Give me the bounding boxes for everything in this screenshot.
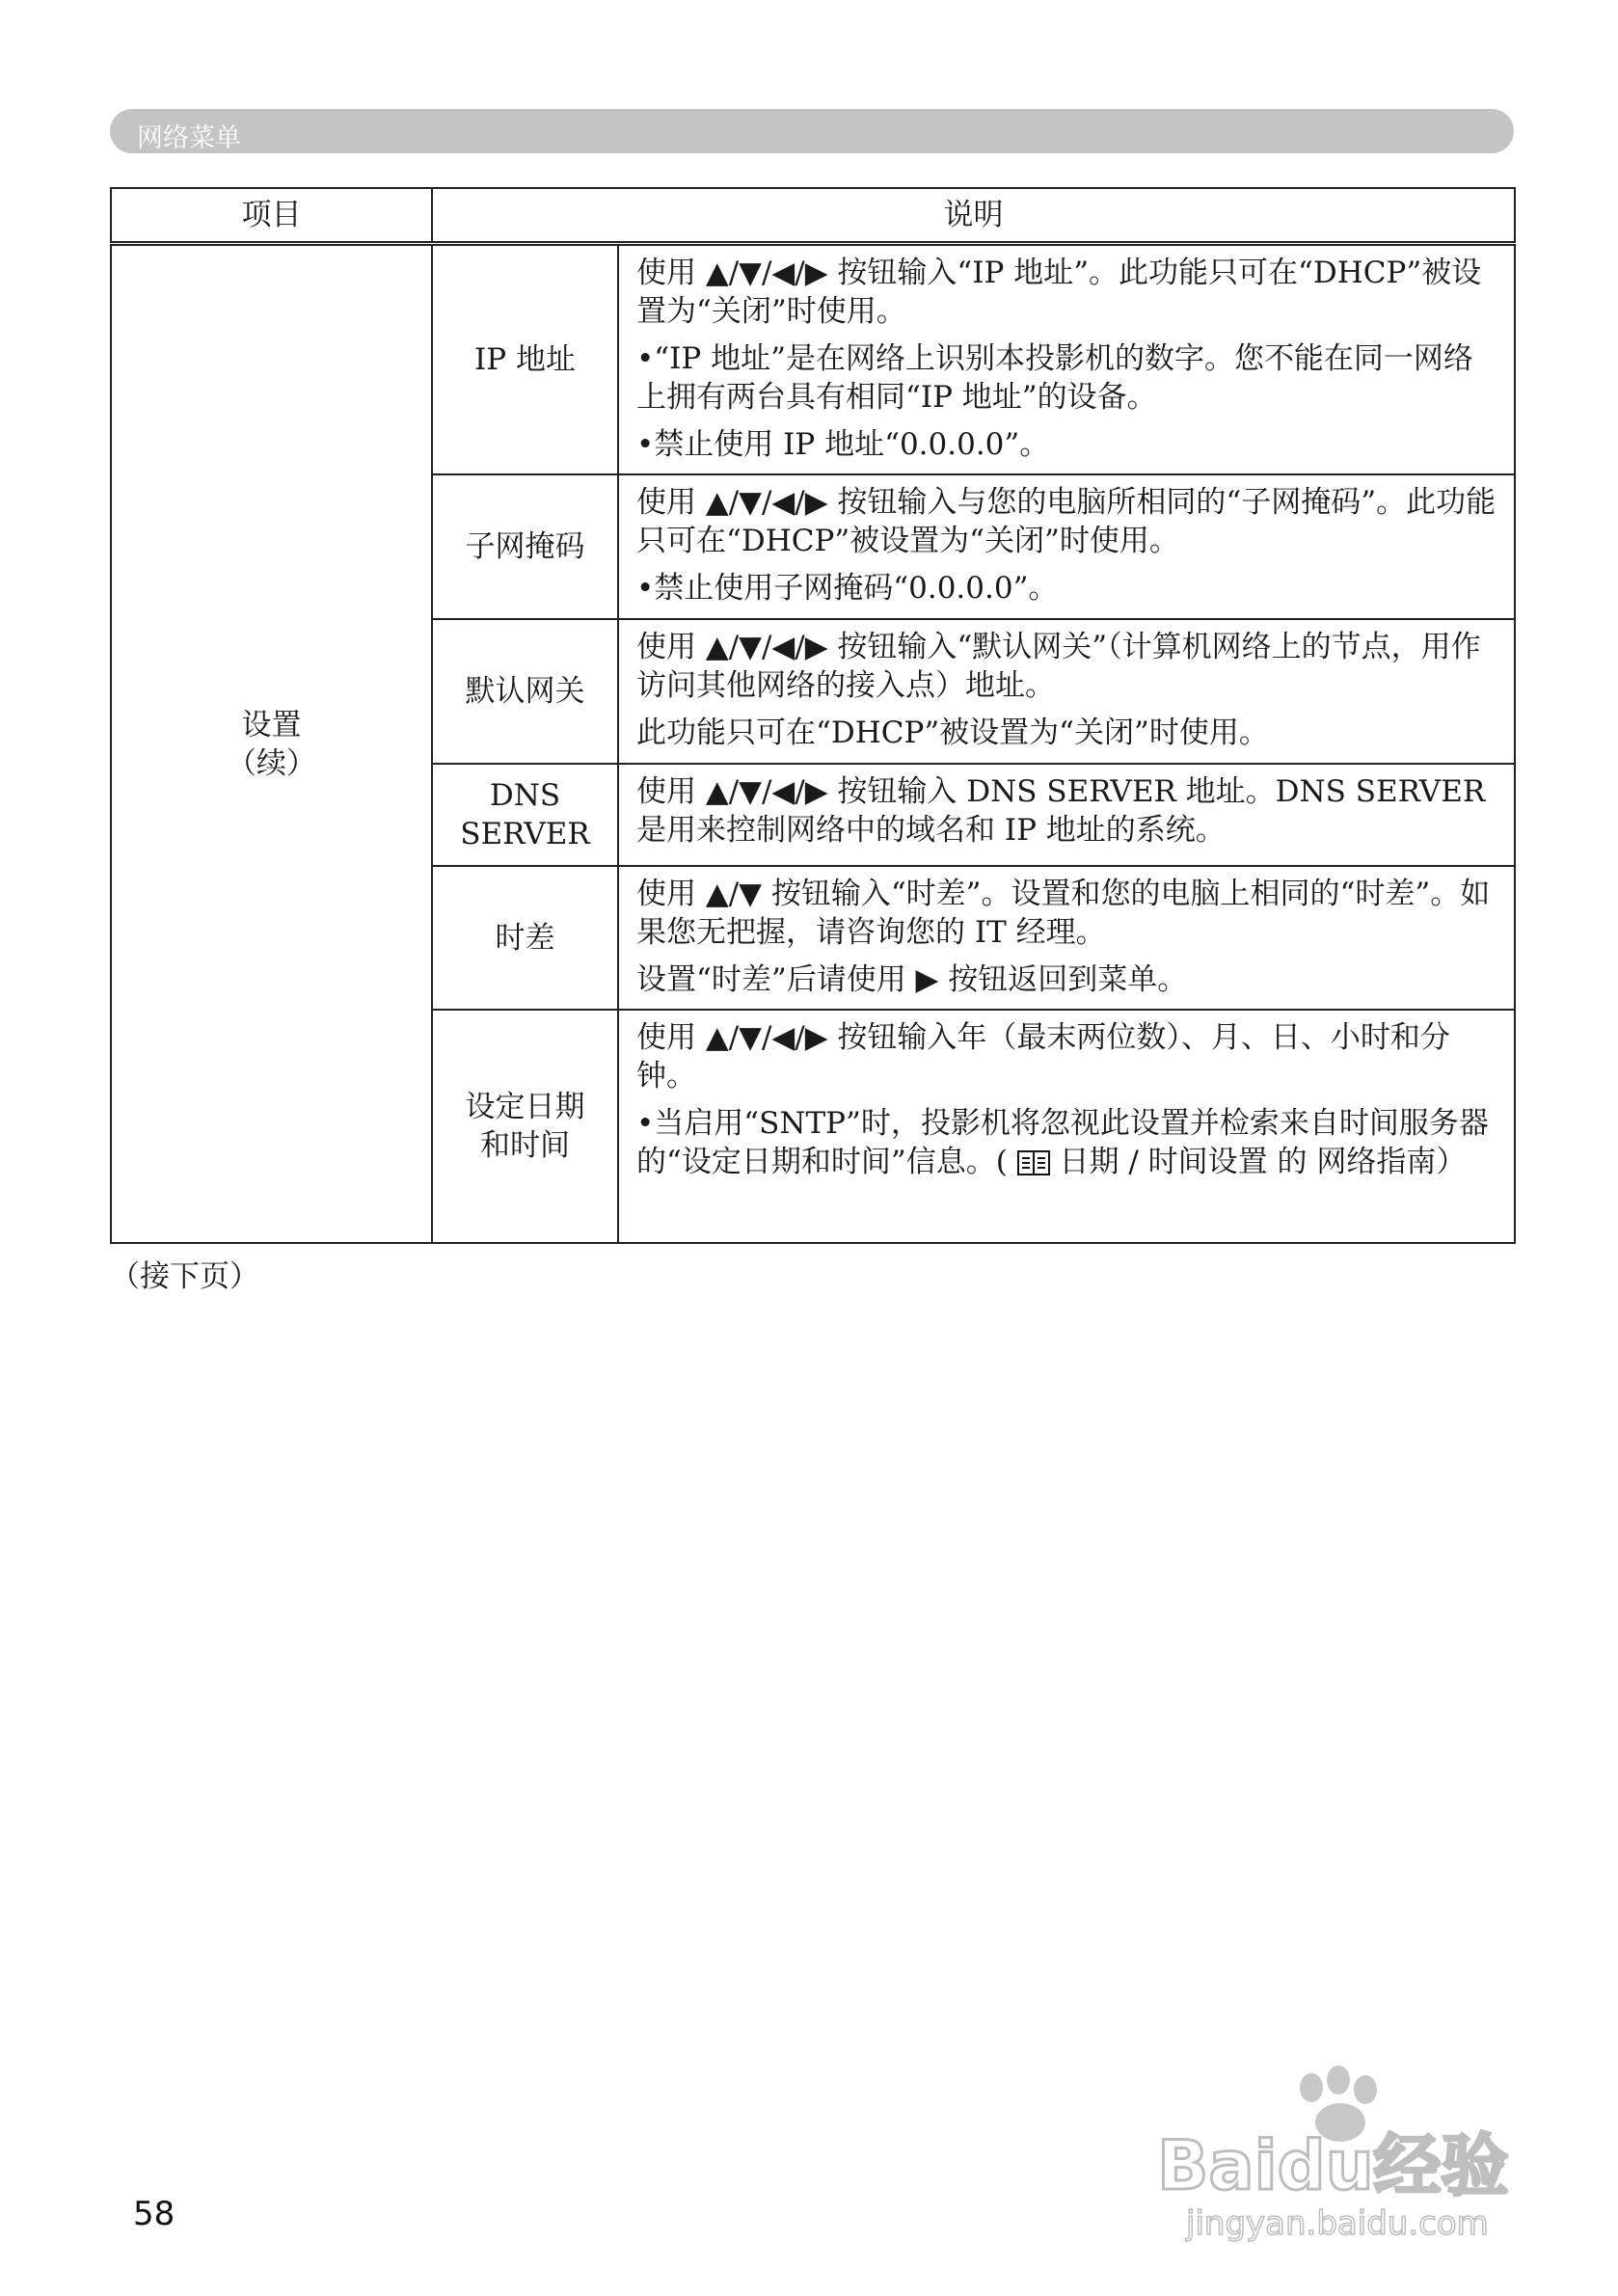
table-row [111, 244, 1515, 475]
description-text: 使用 ▲/▼/◀/▶ 按钮输入与您的电脑所相同的“子网掩码”。此功能只可在“DHCP”被设置为“关闭”时使用。 [636, 485, 1497, 558]
description-default-gateway [618, 619, 1515, 764]
item-label: 和时间 [480, 1128, 570, 1163]
description-text: 使用 ▲/▼/◀/▶ 按钮输入年（最末两位数）、月、日、小时和分钟。 [636, 1020, 1450, 1094]
item-label: 子网掩码 [465, 529, 585, 564]
description-text: 使用 ▲/▼/◀/▶ 按钮输入“默认网关”（计算机网络上的节点，用作访问其他网络的接入点）地址。 [636, 630, 1481, 703]
description-date-and-time [618, 1010, 1515, 1243]
description-subnet-mask [618, 474, 1515, 619]
group-label: 设置 [241, 707, 302, 743]
group-label-continued: （续） [227, 745, 316, 781]
item-subnet-mask [432, 474, 618, 619]
description-text: 使用 ▲/▼ 按钮输入“时差”。设置和您的电脑上相同的“时差”。如果您无把握，请咨询您的 IT 经理。 [636, 877, 1491, 950]
section-header-bar [110, 109, 1514, 153]
description-time-difference [618, 866, 1515, 1010]
page-number: 58 [133, 2195, 175, 2233]
description-note: •禁止使用 IP 地址“0.0.0.0”。 [636, 427, 1050, 462]
item-time-difference [432, 866, 618, 1010]
description-note: •禁止使用子网掩码“0.0.0.0”。 [636, 571, 1059, 606]
table-header-row [111, 188, 1515, 244]
section-title: 网络菜单 [137, 123, 241, 153]
item-label: 时差 [495, 920, 555, 956]
item-ip-address [432, 244, 618, 475]
continued-note: （接下页） [110, 1259, 259, 1294]
description-note: •“IP 地址”是在网络上识别本投影机的数字。您不能在同一网络上拥有两台具有相同“IP 地址”的设备。 [636, 341, 1473, 415]
network-menu-table [110, 187, 1516, 1244]
description-text: 此功能只可在“DHCP”被设置为“关闭”时使用。 [636, 716, 1269, 750]
header-item: 项目 [111, 188, 432, 244]
item-label: IP 地址 [474, 342, 576, 377]
description-note [636, 1104, 1498, 1181]
item-label: SERVER [460, 817, 590, 851]
description-dns-server [618, 764, 1515, 866]
note-reference: 日期 / 时间设置 的 网络指南） [1059, 1145, 1467, 1179]
item-date-and-time [432, 1010, 618, 1243]
baidu-jingyan-watermark [1147, 2059, 1533, 2247]
manual-book-icon [1017, 1150, 1050, 1175]
watermark-url: jingyan.baidu.com [1186, 2204, 1489, 2243]
item-label: 设定日期 [465, 1090, 585, 1124]
description-text: 设置“时差”后请使用 ▶ 按钮返回到菜单。 [636, 962, 1188, 997]
description-text: 使用 ▲/▼/◀/▶ 按钮输入“IP 地址”。此功能只可在“DHCP”被设置为“关闭”时使用。 [636, 256, 1482, 329]
description-text: 使用 ▲/▼/◀/▶ 按钮输入 DNS SERVER 地址。DNS SERVER 是用来控制网络中的域名和 IP 地址的系统。 [636, 774, 1486, 848]
note-text: •当启用“SNTP”时，投影机将忽视此设置并检索来自时间服务器的“设定日期和时间”信息。( [636, 1106, 1489, 1179]
description-ip-address [618, 244, 1515, 475]
item-label: DNS [489, 778, 561, 813]
group-cell-settings [111, 244, 432, 1244]
item-default-gateway [432, 619, 618, 764]
header-description: 说明 [432, 188, 1515, 244]
item-dns-server [432, 764, 618, 866]
watermark-brand: Baidu经验 [1157, 2126, 1509, 2205]
item-label: 默认网关 [465, 674, 585, 709]
